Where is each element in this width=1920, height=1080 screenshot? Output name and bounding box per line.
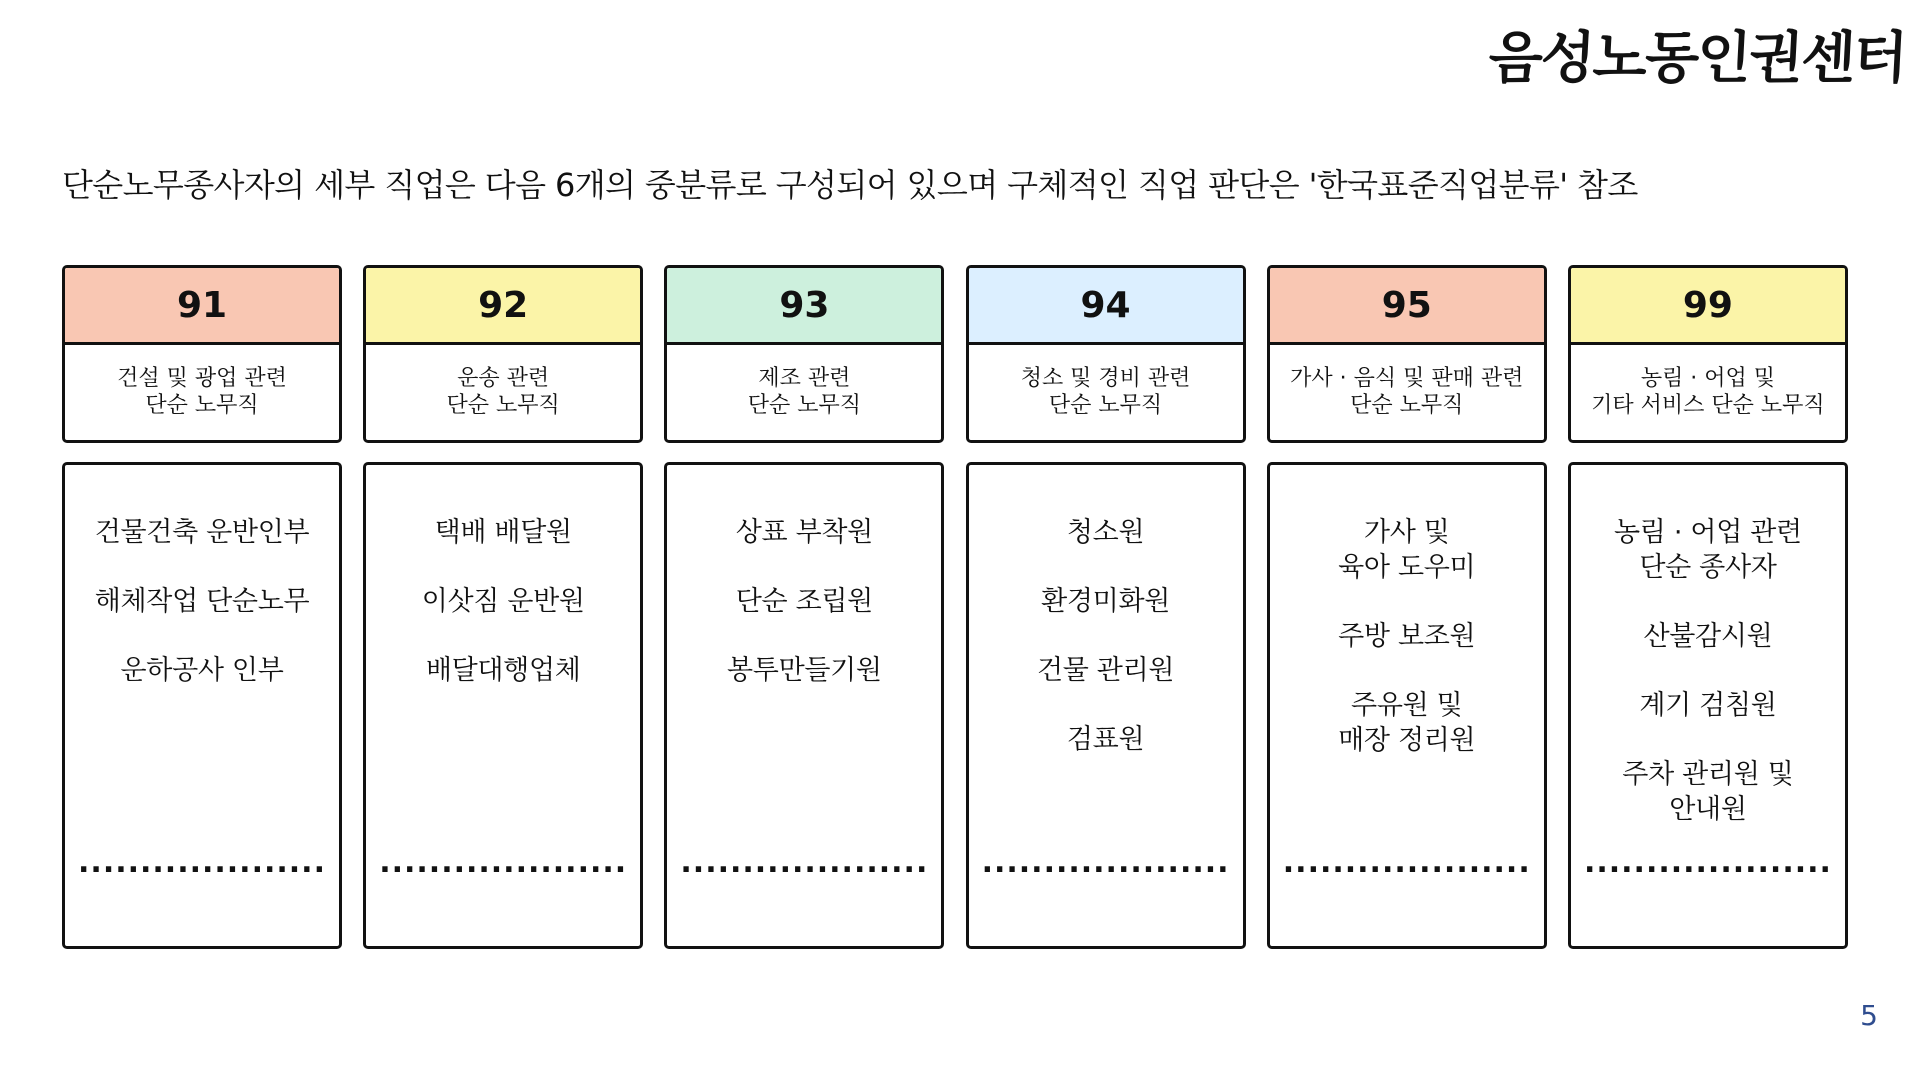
category-code: 92 xyxy=(366,268,640,345)
category-name: 가사 · 음식 및 판매 관련 단순 노무직 xyxy=(1290,365,1524,418)
example-jobs-box xyxy=(1267,462,1547,949)
category-header-box xyxy=(664,265,944,443)
example-job-item: 산불감시원 xyxy=(1643,621,1773,653)
example-jobs-box xyxy=(664,462,944,949)
example-job-item: 건물 관리원 xyxy=(1036,655,1175,687)
example-job-item: 봉투만들기원 xyxy=(727,655,882,687)
example-jobs-box xyxy=(363,462,643,949)
example-jobs-box xyxy=(966,462,1246,949)
more-ellipsis: .................... xyxy=(379,845,628,880)
more-ellipsis: .................... xyxy=(680,845,929,880)
more-ellipsis: .................... xyxy=(981,845,1230,880)
category-code: 93 xyxy=(667,268,941,345)
example-job-item: 단순 조립원 xyxy=(735,586,873,618)
category-header-box xyxy=(62,265,342,443)
example-job-item: 주차 관리원 및 안내원 xyxy=(1622,759,1794,826)
category-header-box xyxy=(1267,265,1547,443)
example-job-item: 주방 보조원 xyxy=(1338,621,1476,653)
example-job-item: 이삿짐 운반원 xyxy=(421,586,585,618)
occupation-column-94 xyxy=(966,265,1246,949)
example-job-item: 건물건축 운반인부 xyxy=(94,517,310,548)
example-jobs-list xyxy=(1270,515,1544,758)
category-code: 91 xyxy=(65,268,339,345)
occupation-columns xyxy=(62,265,1848,949)
more-ellipsis: .................... xyxy=(1282,845,1531,880)
page-number: 5 xyxy=(1860,999,1878,1032)
example-job-item: 검표원 xyxy=(1066,724,1145,756)
page-subtitle: 단순노무종사자의 세부 직업은 다음 6개의 중분류로 구성되어 있으며 구체적인 직업 판단은 '한국표준직업분류' 참조 xyxy=(62,166,1638,204)
category-header-box xyxy=(966,265,1246,443)
category-name: 운송 관련 단순 노무직 xyxy=(446,365,560,418)
occupation-column-93 xyxy=(664,265,944,949)
category-name: 제조 관련 단순 노무직 xyxy=(747,365,861,418)
more-ellipsis: .................... xyxy=(1583,845,1832,880)
example-jobs-list xyxy=(366,515,640,688)
example-job-item: 환경미화원 xyxy=(1041,586,1171,618)
example-job-item: 택배 배달원 xyxy=(434,517,572,548)
example-job-item: 가사 및 육아 도우미 xyxy=(1338,517,1476,584)
category-header-box xyxy=(1568,265,1848,443)
example-jobs-list xyxy=(65,515,339,688)
example-job-item: 해체작업 단순노무 xyxy=(94,586,310,618)
logo: 음성노동인권센터 xyxy=(1487,25,1908,91)
example-job-item: 청소원 xyxy=(1066,517,1145,548)
occupation-column-92 xyxy=(363,265,643,949)
category-code: 99 xyxy=(1571,268,1845,345)
occupation-column-99 xyxy=(1568,265,1848,949)
category-name: 청소 및 경비 관련 단순 노무직 xyxy=(1020,365,1191,418)
category-name: 농림 · 어업 및 기타 서비스 단순 노무직 xyxy=(1591,365,1825,418)
example-jobs-list xyxy=(969,515,1243,757)
example-jobs-box xyxy=(62,462,342,949)
category-name: 건설 및 광업 관련 단순 노무직 xyxy=(117,365,287,418)
example-job-item: 계기 검침원 xyxy=(1639,690,1777,722)
category-code: 95 xyxy=(1270,268,1544,345)
example-job-item: 운하공사 인부 xyxy=(120,655,284,687)
occupation-column-91 xyxy=(62,265,342,949)
example-job-item: 상표 부착원 xyxy=(735,517,873,548)
example-jobs-list xyxy=(667,515,941,688)
category-header-box xyxy=(363,265,643,443)
example-job-item: 배달대행업체 xyxy=(425,655,581,687)
example-jobs-box xyxy=(1568,462,1848,949)
example-job-item: 주유원 및 매장 정리원 xyxy=(1338,690,1476,757)
example-job-item: 농림 · 어업 관련 단순 종사자 xyxy=(1614,517,1802,584)
example-jobs-list xyxy=(1571,515,1845,828)
occupation-column-95 xyxy=(1267,265,1547,949)
more-ellipsis: .................... xyxy=(78,845,326,880)
category-code: 94 xyxy=(969,268,1243,345)
